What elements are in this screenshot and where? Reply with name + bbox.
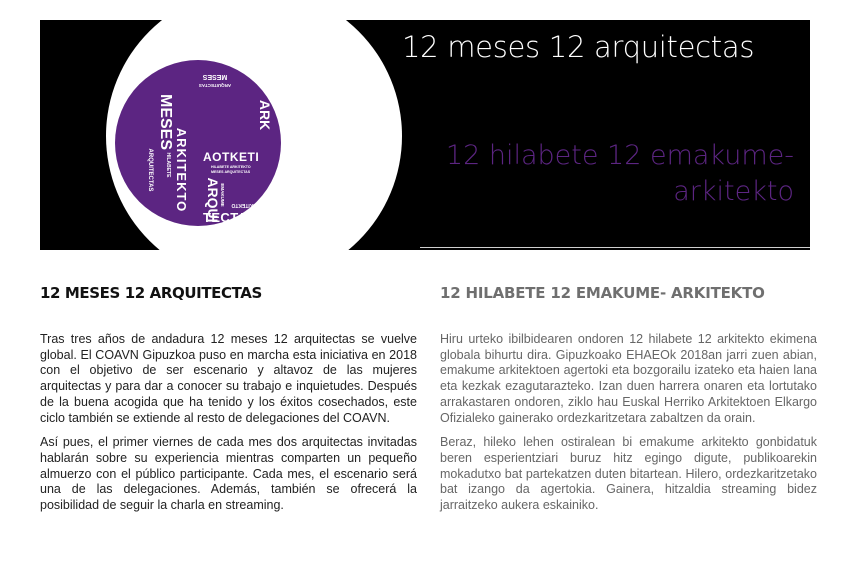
logo-typography xyxy=(115,60,281,226)
basque-column xyxy=(440,332,817,523)
logo-arkitekto-vertical: ARKITEKTO xyxy=(174,127,189,213)
logo-meses-vertical: MESES xyxy=(157,93,174,151)
logo-arquitectas-vertical: ARQUITECTAS xyxy=(147,148,153,192)
banner-title-basque-line2: arkitekto xyxy=(673,176,794,207)
banner-title-basque xyxy=(380,138,794,210)
basque-heading: 12 HILABETE 12 EMAKUME- ARKITEKTO xyxy=(440,284,765,302)
spanish-paragraph-2: Así pues, el primer viernes de cada mes dos arquitectas invitadas hablarán sobre su experiencia mientras comparten un pequeño almuerzo con el público participante. Cada mes, el escenario será una de las delegaciones. Además, también se ofrecerá la posibilidad de seguir la charla en streaming. xyxy=(40,435,417,513)
logo-tectas: TECTAS xyxy=(203,210,257,225)
logo-arquitectas-small: ARQUITECTAS xyxy=(198,83,232,88)
banner-title-spanish: 12 meses 12 arquitectas xyxy=(402,30,755,64)
logo-aotketi: AOTKETI xyxy=(203,150,260,164)
logo-arkitekto-small: ARKITEKTO xyxy=(231,202,261,208)
logo-meses-arquitectas: MESES ARQUITECTAS xyxy=(211,170,251,174)
logo-meses-small: MESES xyxy=(202,73,228,80)
basque-paragraph-1: Hiru urteko ibilbidearen ondoren 12 hilabete 12 arkitekto ekimena globala bihurtu dira. Gipuzkoako EHAEOk 2018an jarri zuen abian, emakume arkitektoen agertoki eta bozgorailu izateko eta haien lana eta kezkak ezagutarazteko. Izan duen harrera onaren eta lortutako arrakastaren ondoren, ziklo hau Euskal Herriko Arkitektoen Elkargo Ofizialeko gainerako ordezkaritzetara zabaltzen da orain. xyxy=(440,332,817,425)
logo-emakume-small: EMAKUME xyxy=(220,183,225,207)
logo-hilabete-arkitekto: HILABETE ARKITEKTO xyxy=(211,165,251,169)
spanish-heading: 12 MESES 12 ARQUITECTAS xyxy=(40,284,262,302)
slashes-decoration: ///// xyxy=(312,30,345,70)
header-banner xyxy=(40,20,810,250)
banner-title-basque-line1: 12 hilabete 12 emakume- xyxy=(445,140,794,171)
basque-paragraph-2: Beraz, hileko lehen ostiralean bi emakume arkitekto gonbidatuk beren esperientziari buruz hitz egingo digute, publikoarekin mokadutxo bat partekatzen duten bitartean. Hilero, ordezkaritzetako bat izango da agertokia. Gainera, hitzaldia streaming bidez jarraitzeko aukera eskainiko. xyxy=(440,435,817,513)
logo-hilabete-small: HILABETE xyxy=(165,152,171,178)
banner-divider xyxy=(420,247,810,248)
spanish-paragraph-1: Tras tres años de andadura 12 meses 12 arquitectas se vuelve global. El COAVN Gipuzkoa puso en marcha esta iniciativa en 2018 con el objetivo de ser escenario y altavoz de las mujeres arquitectas y para dar a conocer su trabajo e inquietudes. Después de la buena acogida que ha tenido y los éxitos cosechados, este ciclo también se extiende al resto de delegaciones del COAVN. xyxy=(40,332,417,425)
logo-arqui: ARQUI xyxy=(205,177,221,223)
logo-ark: ARK xyxy=(257,99,273,131)
logo-disc xyxy=(115,60,281,226)
spanish-column xyxy=(40,332,417,523)
